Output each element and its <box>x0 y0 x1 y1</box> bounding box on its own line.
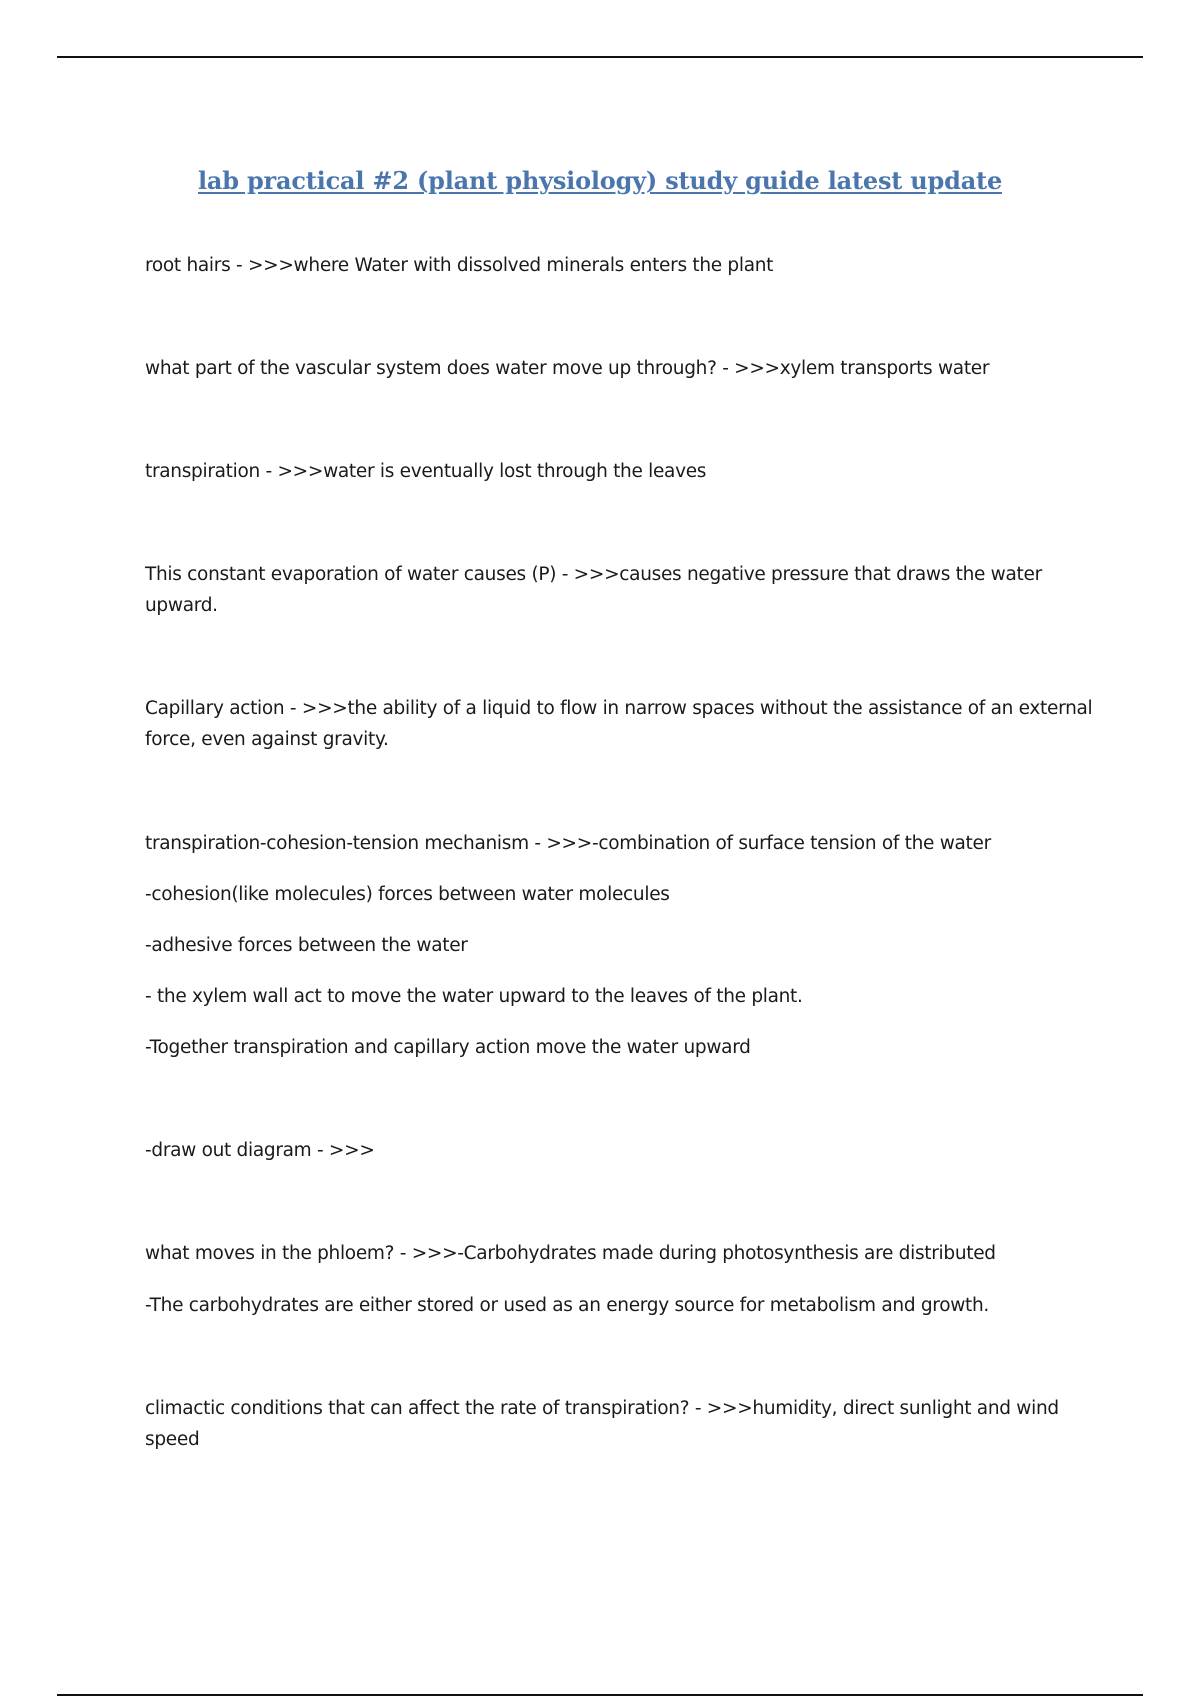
entry-capillary-action: Capillary action - >>>the ability of a liquid to flow in narrow spaces without the assistance of an external force, even against gravity. <box>145 698 1093 750</box>
entry-adhesive: -adhesive forces between the water <box>145 935 468 956</box>
entry-evaporation: This constant evaporation of water causes (P) - >>>causes negative pressure that draws the water upward. <box>145 564 1042 616</box>
document-title: lab practical #2 (plant physiology) study guide latest update <box>197 166 1003 195</box>
entry-vascular-system: what part of the vascular system does water move up through? - >>>xylem transports water <box>145 358 990 379</box>
entry-xylem-wall: - the xylem wall act to move the water upward to the leaves of the plant. <box>145 986 803 1007</box>
entry-draw-diagram: -draw out diagram - >>> <box>145 1140 375 1161</box>
entry-carbohydrates: -The carbohydrates are either stored or used as an energy source for metabolism and growth. <box>145 1295 989 1316</box>
header-rule <box>57 56 1143 58</box>
entry-transpiration: transpiration - >>>water is eventually lost through the leaves <box>145 461 707 482</box>
entry-phloem: what moves in the phloem? - >>>-Carbohydrates made during photosynthesis are distributed <box>145 1243 996 1264</box>
entry-climactic-conditions: climactic conditions that can affect the rate of transpiration? - >>>humidity, direct sunlight and wind speed <box>145 1398 1059 1450</box>
entry-tct-mechanism: transpiration-cohesion-tension mechanism - >>>-combination of surface tension of the water <box>145 833 991 854</box>
entry-cohesion: -cohesion(like molecules) forces between water molecules <box>145 884 670 905</box>
entry-together: -Together transpiration and capillary action move the water upward <box>145 1037 751 1058</box>
footer-rule <box>57 1694 1143 1696</box>
entry-root-hairs: root hairs - >>>where Water with dissolved minerals enters the plant <box>145 255 774 276</box>
